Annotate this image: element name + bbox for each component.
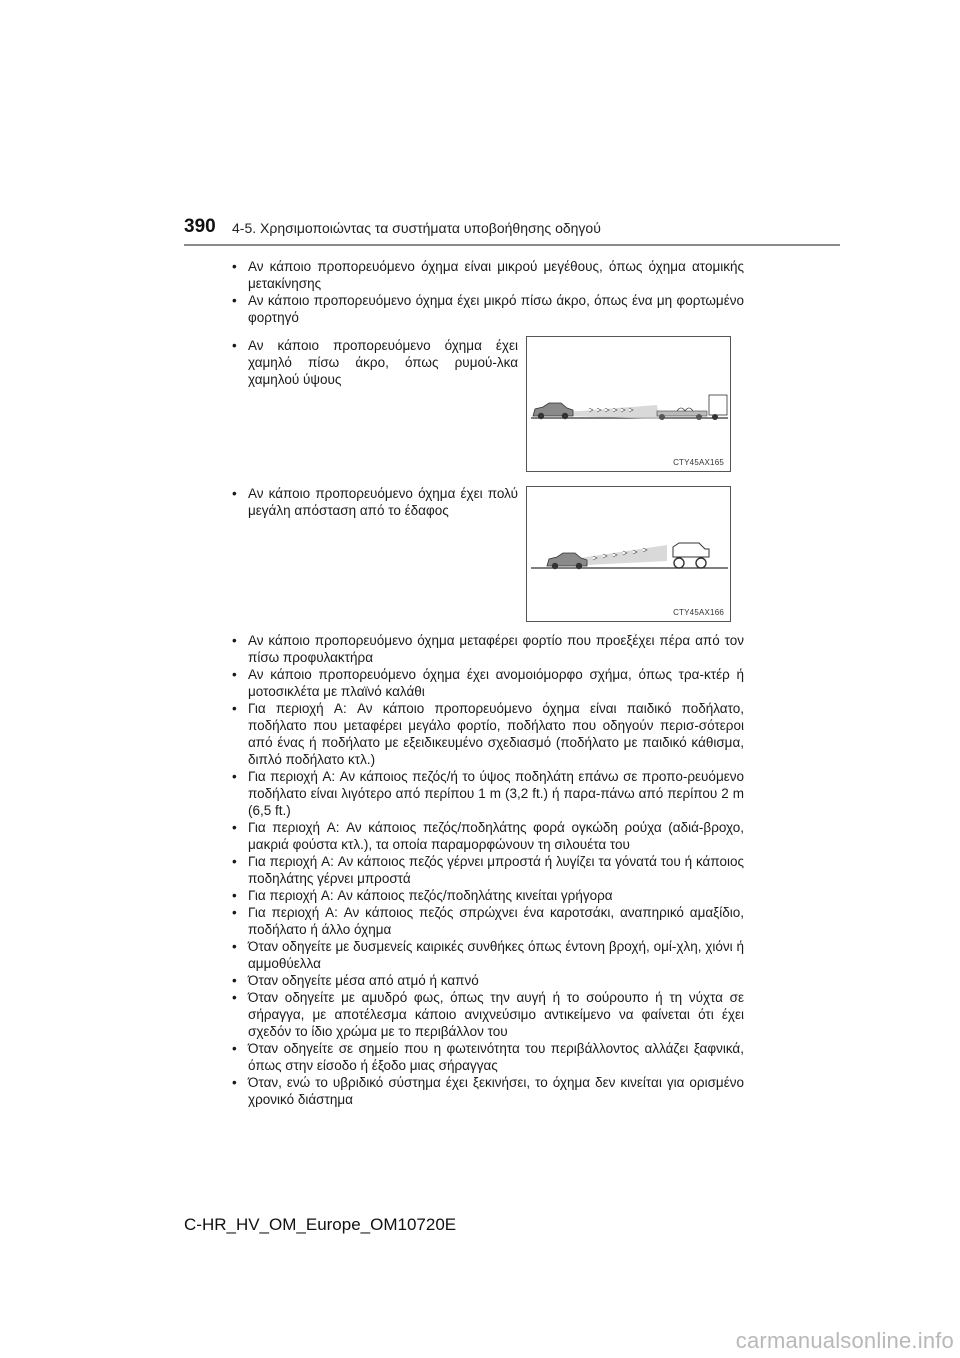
list-item: • Αν κάποιο προπορευόμενο όχημα έχει μικρό πίσω άκρο, όπως ένα μη φορτωμένο φορτηγό xyxy=(232,292,744,326)
figure-code: CTY45AX166 xyxy=(673,608,724,617)
watermark: carmanualsonline.info xyxy=(735,1328,954,1353)
list-item: • Για περιοχή A: Αν κάποιος πεζός/ποδηλάτης κινείται γρήγορα xyxy=(232,887,744,904)
list-item: • Για περιοχή A: Αν κάποιος πεζός/ποδηλάτης φορά ογκώδη ρούχα (αδιά-βροχο, μακριά φούστα κτλ.), τα οποία παραμορφώνουν τη σιλουέτα του xyxy=(232,819,744,853)
list-item: • Για περιοχή A: Αν κάποιος πεζός/ή το ύψος ποδηλάτη επάνω σε προπο-ρευόμενο ποδήλατο είναι λιγότερο από περίπου 1 m (3,2 ft.) ή παρα-πάνω από περίπου 2 m (6,5 ft.) xyxy=(232,768,744,819)
bullet-list-bottom xyxy=(232,632,744,1108)
list-item: • Για περιοχή A: Αν κάποιο προπορευόμενο όχημα είναι παιδικό ποδήλατο, ποδήλατο που μεταφέρει μεγάλο φορτίο, ποδήλατο που οδηγούν περισ-σότεροι από ένας ή ποδήλατο με εξειδικευμένο σχεδιασμό (ποδήλατο με παιδικό κάθισμα, διπλό ποδήλατο κτλ.) xyxy=(232,700,744,768)
list-item: • Αν κάποιο προπορευόμενο όχημα έχει πολύ μεγάλη απόσταση από το έδαφος xyxy=(232,485,518,519)
bullet-list-figure-2 xyxy=(232,485,518,519)
figure-high-clearance-vehicle xyxy=(526,486,731,622)
list-item: • Όταν οδηγείτε με δυσμενείς καιρικές συνθήκες όπως έντονη βροχή, ομί-χλη, χιόνι ή αμμοθύελλα xyxy=(232,938,744,972)
list-item: • Όταν, ενώ το υβριδικό σύστημα έχει ξεκινήσει, το όχημα δεν κινείται για ορισμένο χρονικό διάστημα xyxy=(232,1074,744,1108)
list-item: • Αν κάποιο προπορευόμενο όχημα έχει χαμηλό πίσω άκρο, όπως ρυμού-λκα χαμηλού ύψους xyxy=(232,337,518,388)
list-item: • Αν κάποιο προπορευόμενο όχημα είναι μικρού μεγέθους, όπως όχημα ατομικής μετακίνησης xyxy=(232,258,744,292)
list-item: • Αν κάποιο προπορευόμενο όχημα έχει ανομοιόμορφο σχήμα, όπως τρα-κτέρ ή μοτοσικλέτα με πλαϊνό καλάθι xyxy=(232,666,744,700)
list-item: • Για περιοχή A: Αν κάποιος πεζός γέρνει μπροστά ή λυγίζει τα γόνατά του ή κάποιος ποδηλάτης γέρνει μπροστά xyxy=(232,853,744,887)
list-item: • Όταν οδηγείτε σε σημείο που η φωτεινότητα του περιβάλλοντος αλλάζει ξαφνικά, όπως στην είσοδο ή έξοδο μιας σήραγγας xyxy=(232,1040,744,1074)
page-number: 390 xyxy=(184,216,216,237)
list-item: • Όταν οδηγείτε με αμυδρό φως, όπως την αυγή ή το σούρουπο ή τη νύχτα σε σήραγγα, με αποτέλεσμα κάποιο ανιχνεύσιμο αντικείμενο να φαίνεται ότι έχει σχεδόν το ίδιο χρώμα με το περιβάλλον του xyxy=(232,989,744,1040)
figure-code: CTY45AX165 xyxy=(673,458,724,467)
bullet-list-top xyxy=(232,258,744,326)
figure-illustration xyxy=(527,487,732,623)
document-id: C-HR_HV_OM_Europe_OM10720E xyxy=(184,1215,457,1234)
header-divider xyxy=(184,244,840,246)
list-item: • Αν κάποιο προπορευόμενο όχημα μεταφέρει φορτίο που προεξέχει πέρα από τον πίσω προφυλακτήρα xyxy=(232,632,744,666)
section-title: 4-5. Χρησιμοποιώντας τα συστήματα υποβοήθησης οδηγού xyxy=(232,220,601,236)
bullet-list-figure-1 xyxy=(232,337,518,388)
figure-low-trailer xyxy=(526,336,731,472)
list-item: • Για περιοχή A: Αν κάποιος πεζός σπρώχνει ένα καροτσάκι, αναπηρικό αμαξίδιο, ποδήλατο ή άλλο όχημα xyxy=(232,904,744,938)
figure-illustration xyxy=(527,337,732,473)
list-item: • Όταν οδηγείτε μέσα από ατμό ή καπνό xyxy=(232,972,744,989)
